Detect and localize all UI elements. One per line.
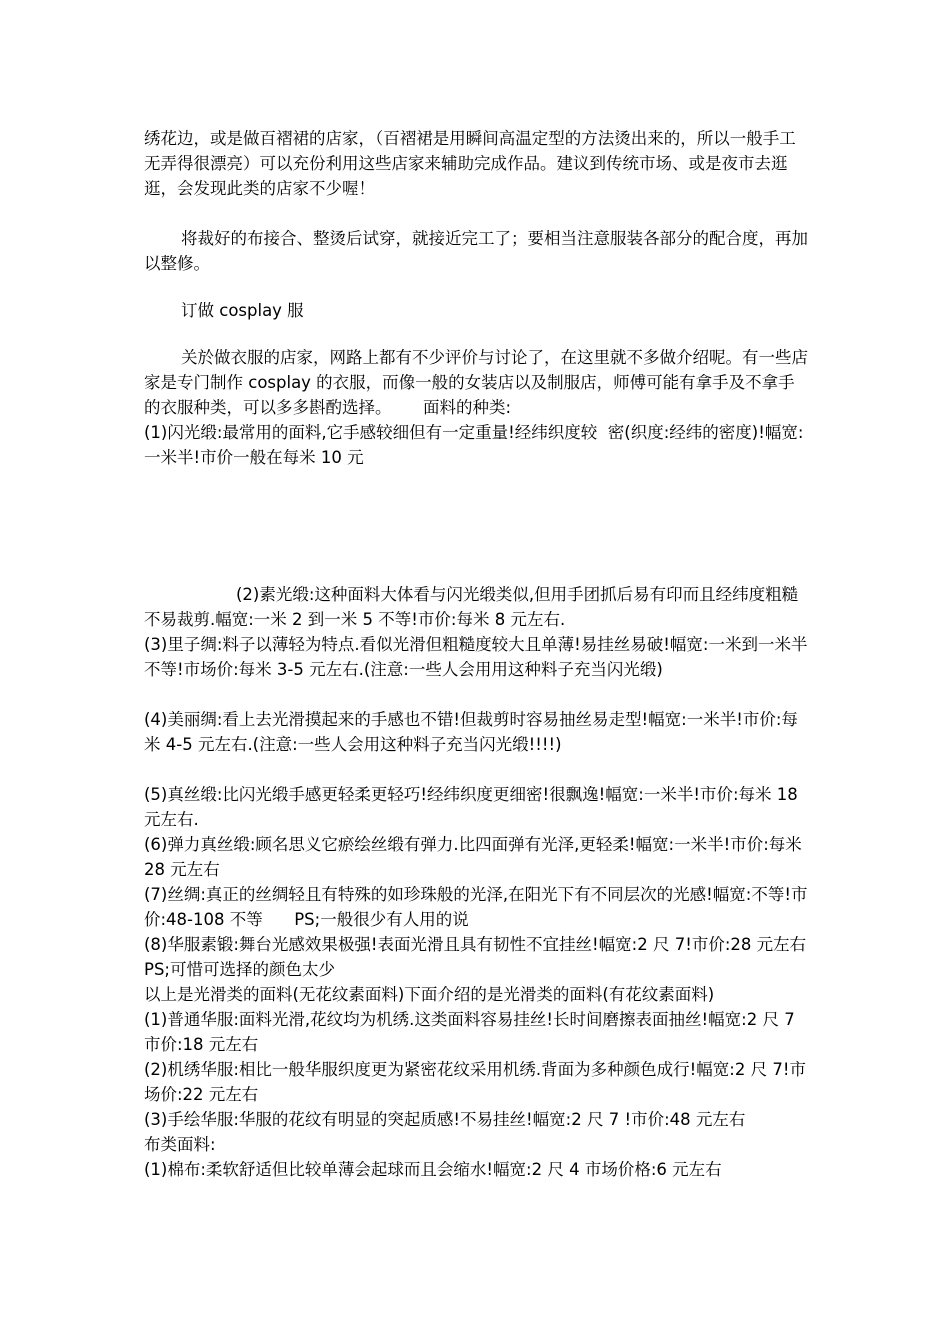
fabric-item-5: (5)真丝缎:比闪光缎手感更轻柔更轻巧!经纬织度更细密!很飘逸!幅宽:一米半!市价:每米 18 元左右.	[144, 785, 803, 829]
paragraph-fitting: 将裁好的布接合、整烫后试穿，就接近完工了；要相当注意服装各部分的配合度，再加以整修。	[144, 229, 808, 273]
fabric-item-6: (6)弹力真丝缎:顾名思义它瘀绘丝缎有弹力.比四面弹有光泽,更轻柔!幅宽:一米半!市价:每米 28 元左右	[144, 835, 808, 879]
paragraph-embroidery-shops: 绣花边，或是做百褶裙的店家，（百褶裙是用瞬间高温定型的方法烫出来的，所以一般手工无弄得很漂亮）可以充份利用这些店家来辅助完成作品。建议到传统市场、或是夜市去逛逛，会发现此类的店家不少喔！	[144, 129, 796, 198]
cloth-heading: 布类面料:	[144, 1135, 216, 1154]
document-body	[144, 126, 859, 1182]
patterned-item-2: (2)机绣华服:相比一般华服织度更为紧密花纹采用机绣.背面为多种颜色成行!幅宽:2 尺 7!市场价:22 元左右	[144, 1060, 806, 1104]
fabric-item-2: (2)素光缎:这种面料大体看与闪光缎类似,但用手团抓后易有印而且经纬度粗糙不易裁剪.幅宽:一米 2 到一米 5 不等!市价:每米 8 元左右.	[144, 585, 799, 629]
heading-custom-cosplay: 订做 cosplay 服	[181, 301, 304, 320]
fabric-item-1: (1)闪光缎:最常用的面料,它手感较细但有一定重量!经纬织度较 密(织度:经纬的密度)!幅宽:一米半!市价一般在每米 10 元	[144, 423, 804, 467]
patterned-item-3: (3)手绘华服:华服的花纹有明显的突起质感!不易挂丝!幅宽:2 尺 7 !市价:48 元左右	[144, 1110, 746, 1129]
cloth-item-1: (1)棉布:柔软舒适但比较单薄会起球而且会缩水!幅宽:2 尺 4 市场价格:6 元左右	[144, 1160, 722, 1179]
fabric-item-8: (8)华服素锻:舞台光感效果极强!表面光滑且具有韧性不宜挂丝!幅宽:2 尺 7!市价:28 元左右 PS;可惜可选择的颜色太少	[144, 935, 859, 979]
fabric-item-4: (4)美丽绸:看上去光滑摸起来的手感也不错!但裁剪时容易抽丝易走型!幅宽:一米半!市价:每米 4-5 元左右.(注意:一些人会用这种料子充当闪光缎!!!!)	[144, 710, 798, 754]
fabric-item-7: (7)丝绸:真正的丝绸轻且有特殊的如珍珠般的光泽,在阳光下有不同层次的光感!幅宽:不等!市价:48-108 不等 PS;一般很少有人用的说	[144, 885, 808, 929]
fabric-item-3: (3)里子绸:料子以薄轻为特点.看似光滑但粗糙度较大且单薄!易挂丝易破!幅宽:一米到一米半不等!市场价:每米 3-5 元左右.(注意:一些人会用用这种料子充当闪光缎)	[144, 635, 808, 679]
summary-line: 以上是光滑类的面料(无花纹素面料)下面介绍的是光滑类的面料(有花纹素面料)	[144, 985, 715, 1004]
paragraph-tailor-shops: 关於做衣服的店家，网路上都有不少评价与讨论了，在这里就不多做介绍呢。有一些店家是专门制作 cosplay 的衣服，而像一般的女装店以及制服店，师傅可能有拿手及不拿手的衣服种类，可以多多斟酌选择。 面料的种类:	[144, 348, 808, 417]
patterned-item-1: (1)普通华服:面料光滑,花纹均为机绣.这类面料容易挂丝!长时间磨擦表面抽丝!幅宽:2 尺 7 市价:18 元左右	[144, 1010, 800, 1054]
